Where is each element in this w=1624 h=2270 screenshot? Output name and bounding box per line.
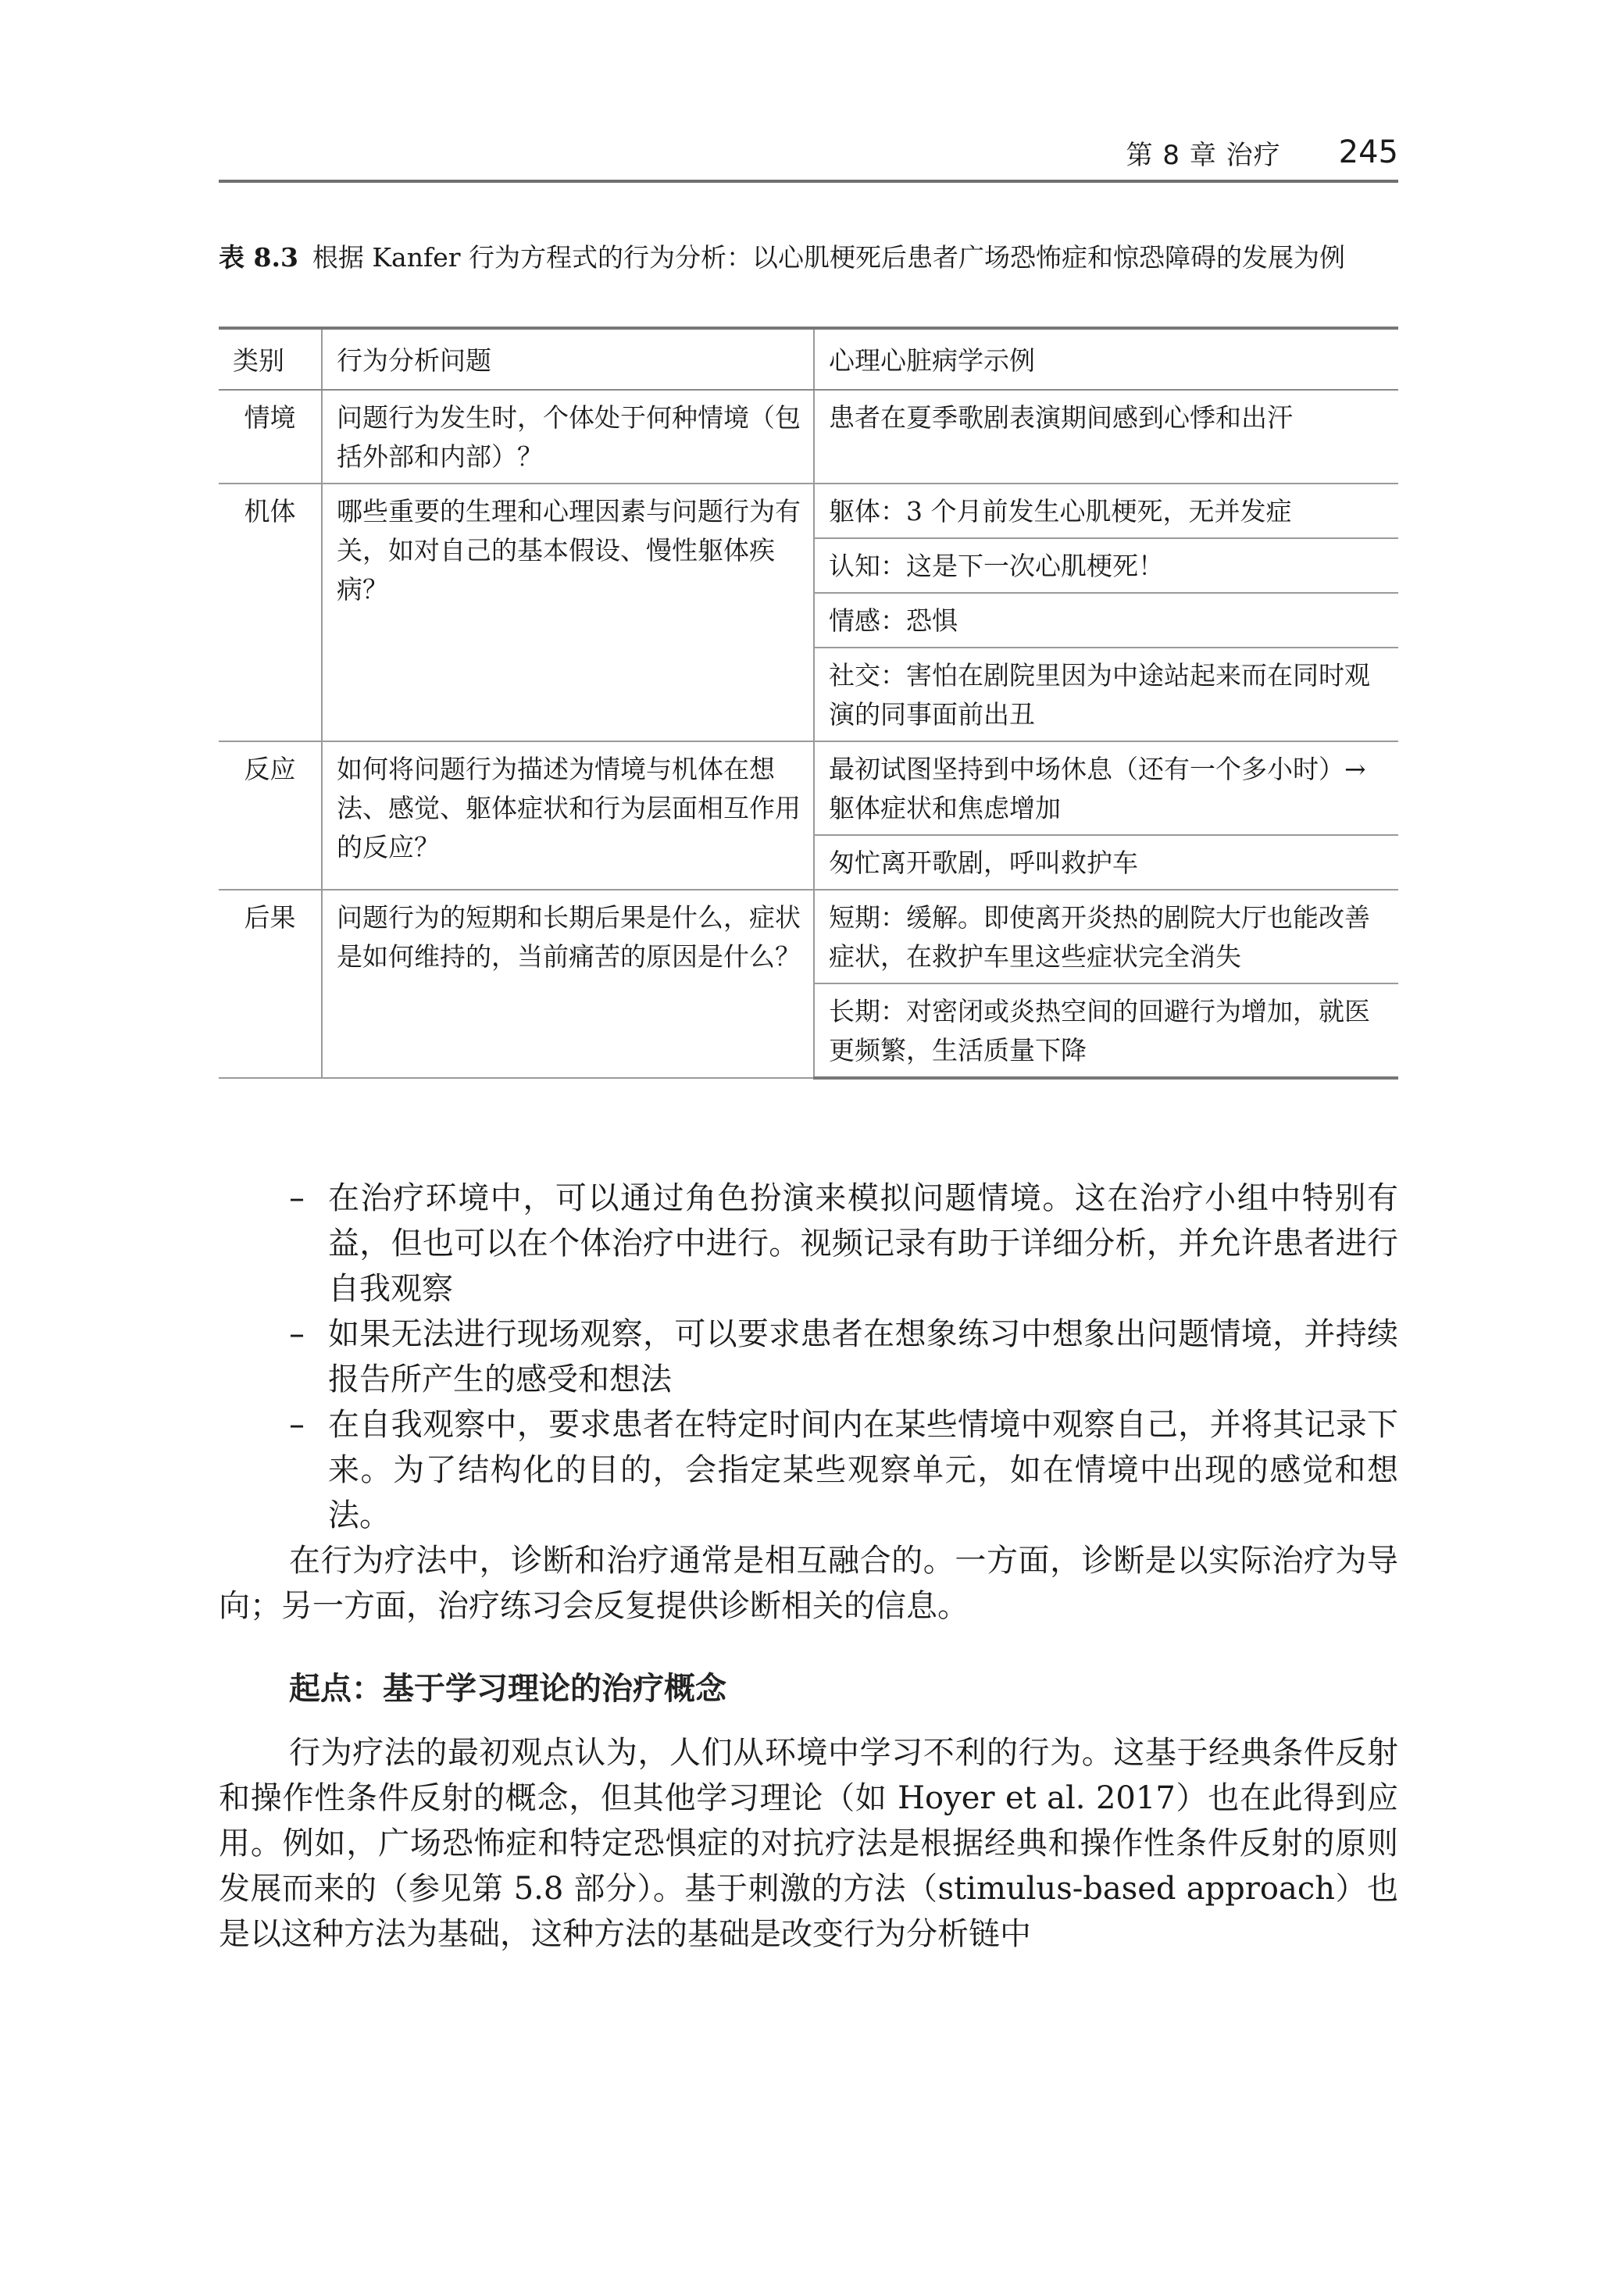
category-cell: 后果: [219, 890, 322, 1078]
list-item-text: 如果无法进行现场观察，可以要求患者在想象练习中想象出问题情境，并持续报告所产生的感受和想法: [328, 1316, 1398, 1397]
example-cell: 匆忙离开歌剧，呼叫救护车: [814, 835, 1398, 890]
example-cell: 长期：对密闭或炎热空间的回避行为增加，就医更频繁，生活质量下降: [814, 983, 1398, 1078]
header-rule: [219, 180, 1398, 183]
example-cell: 患者在夏季歌剧表演期间感到心悸和出汗: [814, 390, 1398, 484]
paragraph: 在行为疗法中，诊断和治疗通常是相互融合的。一方面，诊断是以实际治疗为导向；另一方面，治疗练习会反复提供诊断相关的信息。: [219, 1543, 1398, 1624]
example-cell: 最初试图坚持到中场休息（还有一个多小时）→躯体症状和焦虑增加: [814, 741, 1398, 835]
running-head: [219, 125, 1398, 180]
list-item: [289, 1402, 1398, 1538]
bullet-marker: –: [289, 1180, 305, 1216]
bullet-marker: –: [289, 1316, 305, 1352]
category-cell: 反应: [219, 741, 322, 890]
table-header-row: [219, 328, 1398, 390]
header-example: 心理心脏病学示例: [814, 328, 1398, 390]
question-cell: 如何将问题行为描述为情境与机体在想法、感觉、躯体症状和行为层面相互作用的反应？: [322, 741, 814, 890]
question-cell: 问题行为发生时，个体处于何种情境（包括外部和内部）？: [322, 390, 814, 484]
page-number: 245: [1338, 134, 1398, 170]
example-cell: 躯体：3 个月前发生心肌梗死，无并发症: [814, 484, 1398, 538]
example-cell: 社交：害怕在剧院里因为中途站起来而在同时观演的同事面前出丑: [814, 648, 1398, 741]
table-caption: [219, 238, 1398, 277]
example-cell: 认知：这是下一次心肌梗死！: [814, 538, 1398, 593]
list-item: [289, 1312, 1398, 1402]
behavior-analysis-table: [219, 327, 1398, 1080]
header-question: 行为分析问题: [322, 328, 814, 390]
body-text: [219, 1176, 1398, 1957]
table-row: [219, 390, 1398, 484]
table-caption-number: 表 8.3: [219, 242, 298, 273]
question-cell: 问题行为的短期和长期后果是什么，症状是如何维持的，当前痛苦的原因是什么？: [322, 890, 814, 1078]
category-cell: 机体: [219, 484, 322, 741]
list-item: [289, 1176, 1398, 1312]
question-cell: 哪些重要的生理和心理因素与问题行为有关，如对自己的基本假设、慢性躯体疾病？: [322, 484, 814, 741]
table-row: [219, 890, 1398, 983]
bullet-marker: –: [289, 1407, 305, 1443]
table-row: [219, 484, 1398, 538]
example-cell: 短期：缓解。即使离开炎热的剧院大厅也能改善症状，在救护车里这些症状完全消失: [814, 890, 1398, 983]
list-item-text: 在治疗环境中，可以通过角色扮演来模拟问题情境。这在治疗小组中特别有益，但也可以在个体治疗中进行。视频记录有助于详细分析，并允许患者进行自我观察: [328, 1180, 1398, 1307]
table-caption-text: 根据 Kanfer 行为方程式的行为分析：以心肌梗死后患者广场恐怖症和惊恐障碍的发展为例: [312, 242, 1345, 273]
section-heading: 起点：基于学习理论的治疗概念: [289, 1671, 726, 1707]
category-cell: 情境: [219, 390, 322, 484]
example-cell: 情感：恐惧: [814, 593, 1398, 648]
table-row: [219, 741, 1398, 835]
paragraph: 行为疗法的最初观点认为，人们从环境中学习不利的行为。这基于经典条件反射和操作性条件反射的概念，但其他学习理论（如 Hoyer et al. 2017）也在此得到应用。例如，广场恐怖症和特定恐惧症的对抗疗法是根据经典和操作性条件反射的原则发展而来的（参见第 5.8 部分）。基于刺激的方法（stimulus-based approach）也是以这种方法为基础，这种方法的基础是改变行为分析链中: [219, 1735, 1398, 1952]
list-item-text: 在自我观察中，要求患者在特定时间内在某些情境中观察自己，并将其记录下来。为了结构化的目的，会指定某些观察单元，如在情境中出现的感觉和想法。: [328, 1407, 1398, 1533]
header-category: 类别: [219, 328, 322, 390]
chapter-title: 第 8 章 治疗: [1126, 139, 1281, 171]
